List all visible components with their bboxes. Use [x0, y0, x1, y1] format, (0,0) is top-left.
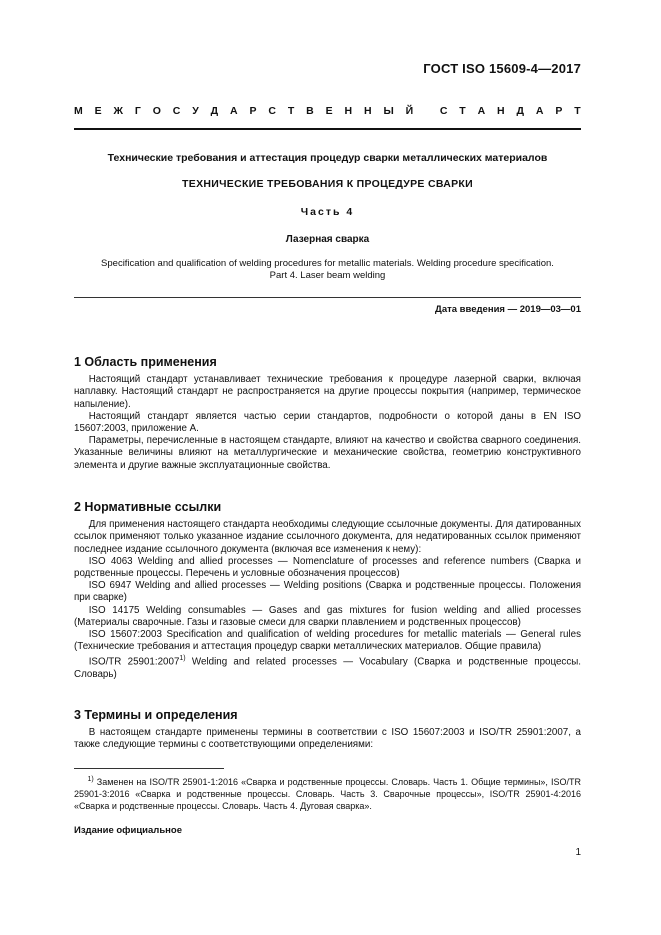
- section-2-paragraph-1: Для применения настоящего стандарта необходимы следующие ссылочные документы. Для датированных ссылок применяют только указанное издание ссылочного документа, для недатированных ссылок применяют последнее издание ссылочного документа (включая все изменения к нему):: [74, 519, 582, 555]
- header-rule: [74, 128, 581, 130]
- section-3: [74, 709, 581, 752]
- english-title-line-1: Specification and qualification of welding procedures for metallic materials. Welding procedure specification.: [101, 258, 554, 269]
- banner-letter: М: [74, 105, 83, 117]
- banner-letter: С: [268, 105, 276, 117]
- section-1-paragraph-1: Настоящий стандарт устанавливает технические требования к процедуре лазерной сварки, включая наплавку. Настоящий стандарт не распространяется на другие процессы покрытия (например, термическое напыление).: [74, 374, 581, 410]
- banner-letter: А: [230, 105, 238, 117]
- banner-letter: Д: [210, 105, 219, 117]
- section-1-paragraph-3: Параметры, перечисленные в настоящем стандарте, влияют на качество и свойства сварного соединения. Указанные величины влияют на металлургические и механические свойства, геометрию конструктивного элемента и другие важные эксплуатационные свойства.: [74, 435, 581, 471]
- reference-iso-6947: ISO 6947 Welding and allied processes — Welding positions (Сварка и родственные процессы. Положения при сварке): [74, 580, 581, 604]
- banner-letter: Н: [497, 105, 505, 117]
- banner-letter: [425, 105, 428, 117]
- footnote-ref[interactable]: 1): [179, 655, 186, 663]
- section-2: [74, 501, 581, 681]
- footnote-mark: 1): [87, 776, 94, 783]
- reference-iso-15607: ISO 15607:2003 Specification and qualification of welding procedures for metallic materials — General rules (Технические требования и аттестация процедур сварки металлических материалов. Общие правила): [74, 629, 581, 653]
- banner-letter: Т: [574, 105, 581, 117]
- footnote-rule: [74, 768, 224, 769]
- banner-letter: Т: [459, 105, 466, 117]
- banner-letter: С: [439, 105, 448, 117]
- banner-letter: Е: [94, 105, 102, 117]
- banner-letter: Р: [249, 105, 257, 117]
- title-rule: [74, 297, 581, 298]
- document-number: ГОСТ ISO 15609-4—2017: [423, 61, 581, 76]
- english-title-line-2: Part 4. Laser beam welding: [269, 270, 386, 281]
- reference-iso-tr-25901: ISO/TR 25901:2007$^{1)}$ Welding and related processes — Vocabulary (Сварка и родственные процессы. Словарь): [74, 655, 581, 680]
- banner-letter: А: [477, 105, 486, 117]
- section-1: [74, 356, 581, 472]
- banner-letter: Й: [405, 105, 414, 117]
- banner-letter: С: [172, 105, 181, 117]
- banner-letter: В: [306, 105, 314, 117]
- official-edition-label: Издание официальное: [74, 825, 182, 836]
- section-2-heading: 2 Нормативные ссылки: [74, 500, 222, 514]
- banner-letter: Н: [344, 105, 353, 117]
- banner-letter: А: [535, 105, 544, 117]
- section-1-heading: 1 Область применения: [74, 355, 217, 369]
- banner-letter: Г: [134, 105, 141, 117]
- banner-letter: Ж: [113, 105, 124, 117]
- banner-letter: Р: [555, 105, 563, 117]
- page-number: 1: [575, 847, 581, 858]
- reference-iso-14175: ISO 14175 Welding consumables — Gases and gas mixtures for fusion welding and allied processes (Материалы сварочные. Газы и газовые смеси для сварки плавлением и родственных процессов): [74, 604, 581, 628]
- part-label: Часть 4: [300, 206, 355, 218]
- part-name: Лазерная сварка: [285, 234, 370, 245]
- banner-letter: Т: [287, 105, 295, 117]
- footnote: $^{1)}$ Заменен на ISO/TR 25901-1:2016 «Сварка и родственные процессы. Словарь. Часть 1. Общие термины», ISO/TR 25901-3:2016 «Сварка и родственные процессы. Словарь. Часть 3. Сварочные процессы», ISO/TR 25901-4:2016 «Сварка и родственные процессы. Словарь. Часть 4. Дуговая сварка».: [74, 776, 581, 811]
- english-title: [74, 258, 581, 282]
- interstate-standard-banner: [74, 105, 581, 117]
- banner-letter: У: [192, 105, 199, 117]
- title-main: Технические требования и аттестация процедур сварки металлических материалов: [107, 152, 548, 164]
- banner-letter: О: [152, 105, 161, 117]
- reference-iso-4063: ISO 4063 Welding and allied processes — Nomenclature of processes and reference numbers (Сварка и родственные процессы. Перечень и условные обозначения процессов): [74, 555, 581, 580]
- banner-letter: Н: [363, 105, 372, 117]
- section-1-paragraph-2: Настоящий стандарт является частью серии стандартов, подробности о которой даны в EN ISO 15607:2003, приложение А.: [74, 410, 581, 435]
- banner-letter: Д: [516, 105, 524, 117]
- banner-letter: Ы: [383, 105, 394, 117]
- section-3-paragraph-1: В настоящем стандарте применены термины в соответствии с ISO 15607:2003 и ISO/TR 25901:2007, а также следующие термины с соответствующими определениями:: [74, 727, 581, 751]
- title-sub: ТЕХНИЧЕСКИЕ ТРЕБОВАНИЯ К ПРОЦЕДУРЕ СВАРКИ: [182, 178, 473, 190]
- introduction-date: Дата введения — 2019—03—01: [435, 304, 581, 315]
- section-3-heading: 3 Термины и определения: [74, 708, 238, 722]
- banner-letter: Е: [325, 105, 333, 117]
